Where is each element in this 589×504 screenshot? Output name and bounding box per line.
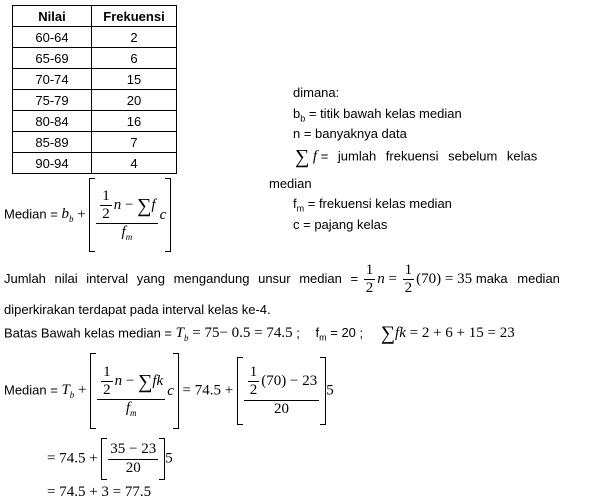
table-row [13,69,177,90]
batas-bawah-line: Batas Bawah kelas median = $T_b = 75- 0.5 = 74.5$ ; $f_m = 20$ ; ∑fk = 2 + 6 + 15 = 23 [4,323,515,345]
cell-nilai: 65-69 [13,48,92,69]
legend-sum-cont: median [269,176,312,191]
cell-nilai: 85-89 [13,132,92,153]
cell-frekuensi: 7 [92,132,177,153]
legend-title: dimana: [293,85,340,100]
legend-fm: $f_m$ = frekuensi kelas median [293,196,452,214]
cell-frekuensi: 4 [92,153,177,174]
cell-frekuensi: 15 [92,69,177,90]
cell-frekuensi: 16 [92,111,177,132]
legend-c: c = pajang kelas [293,217,388,232]
plus-sign: + [77,206,86,223]
header-frekuensi: Frekuensi [92,6,177,27]
cell-nilai: 60-64 [13,27,92,48]
sigma-symbol: ∑ [137,194,152,217]
main-fraction: $\frac{1}{2}$ n − ∑f $f_m$ [96,188,157,243]
median-calculation: Median = $T_b$ + $\frac{1}{2}$ n − ∑fk $f_m$ c = 74.5 + $\frac{1}{2}$ (70) − 23 20 5 [4,353,334,429]
legend-n: n = banyaknya data [293,126,407,141]
table-row [13,48,177,69]
calc-step2: = 74.5 + $\frac{35 - 23}{20}$ 5 [47,438,173,480]
table-header-row [13,6,177,27]
cell-frekuensi: 20 [92,90,177,111]
formula-bracket [89,178,171,252]
table-row [13,132,177,153]
cell-nilai: 90-94 [13,153,92,174]
table-row [13,27,177,48]
legend-bb: $b_b$ = titik bawah kelas median [293,106,462,124]
median-formula [4,178,171,252]
half-fraction: $\frac{1}{2}$ [102,187,110,222]
calc-result: = 74.5 + 3 = 77.5 [47,484,152,500]
cell-nilai: 70-74 [13,69,92,90]
table-row [13,111,177,132]
table-row [13,90,177,111]
median-label: Median = [4,206,58,222]
paragraph-line2: diperkirakan terdapat pada interval kelas ke-4. [4,302,271,317]
cell-nilai: 80-84 [13,111,92,132]
formula-c: c [159,206,167,223]
cell-frekuensi: 2 [92,27,177,48]
table-row [13,153,177,174]
cell-nilai: 75-79 [13,90,92,111]
formula-b: $b_b$ [61,206,74,225]
frequency-table [12,5,177,174]
cell-frekuensi: 6 [92,48,177,69]
header-nilai: Nilai [13,6,92,27]
paragraph-median-position: Jumlah nilai interval yang mengandung unsur median = $\frac{1}{2}$ n = $\frac{1}{2}$ (70) = 35 maka median [4,262,560,297]
legend-sum: ∑ f = jumlah frekuensi sebelum kelas [295,146,538,168]
